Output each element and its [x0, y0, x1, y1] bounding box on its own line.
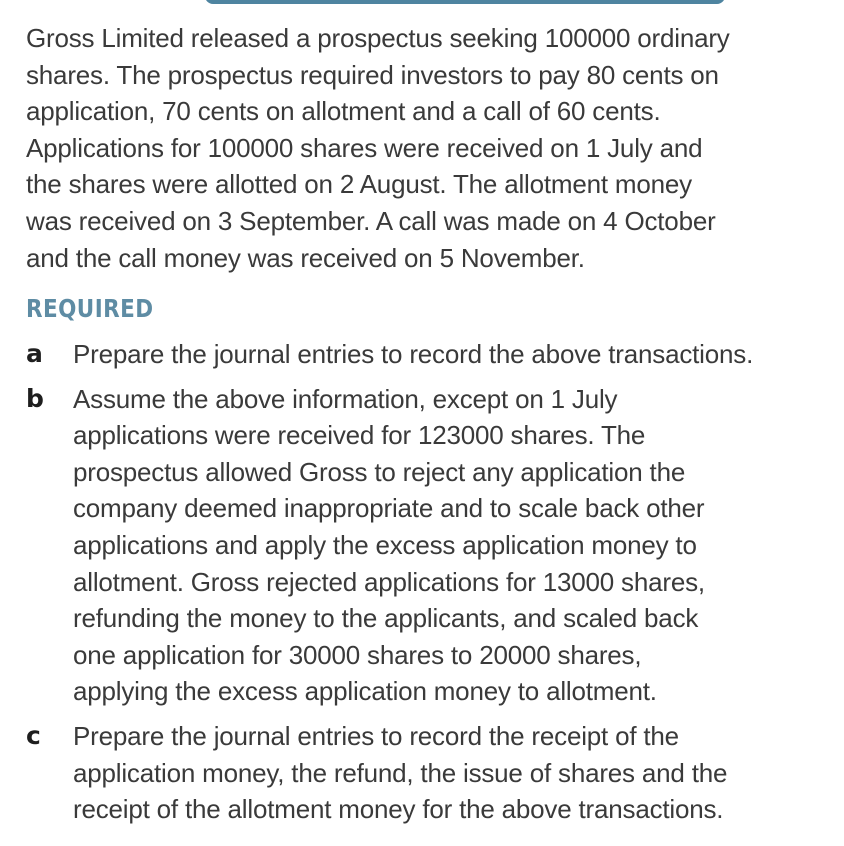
- required-item-a: [26, 336, 826, 373]
- item-line: applying the excess application money to allotment.: [73, 676, 657, 707]
- item-line: application money, the refund, the issue of shares and the: [73, 757, 728, 788]
- item-label: b: [26, 383, 44, 413]
- problem-statement: [26, 20, 826, 276]
- item-text: [73, 381, 826, 710]
- item-label: a: [26, 339, 43, 368]
- item-line: company deemed inappropriate and to scale back other: [73, 493, 705, 524]
- item-line: applications and apply the excess application money to: [73, 529, 697, 560]
- problem-line: was received on 3 September. A call was made on 4 October: [26, 205, 716, 236]
- required-heading: REQUIRED: [26, 294, 154, 323]
- problem-line: Applications for 100000 shares were received on 1 July and: [26, 132, 703, 163]
- item-line: receipt of the allotment money for the above transactions.: [73, 794, 724, 825]
- item-line: applications were received for 123000 shares. The: [73, 420, 646, 451]
- item-line: Prepare the journal entries to record the above transactions.: [73, 339, 754, 369]
- item-line: prospectus allowed Gross to reject any application the: [73, 456, 686, 487]
- item-text: [73, 336, 826, 373]
- required-item-b: [26, 381, 826, 710]
- problem-line: Gross Limited released a prospectus seeking 100000 ordinary: [26, 23, 730, 53]
- required-item-c: [26, 718, 826, 828]
- required-list: [26, 336, 826, 836]
- problem-line: and the call money was received on 5 November.: [26, 242, 585, 273]
- cut-off-header: [0, 0, 844, 8]
- problem-line: application, 70 cents on allotment and a call of 60 cents.: [26, 96, 661, 127]
- item-line: one application for 30000 shares to 20000 shares,: [73, 639, 642, 670]
- item-line: Prepare the journal entries to record the receipt of the: [73, 720, 679, 751]
- item-label: c: [26, 720, 41, 750]
- problem-line: the shares were allotted on 2 August. The allotment money: [26, 169, 692, 200]
- item-line: allotment. Gross rejected applications for 13000 shares,: [73, 566, 705, 597]
- cut-off-heading-bar: [205, 0, 725, 4]
- item-line: Assume the above information, except on 1 July: [73, 383, 618, 414]
- problem-line: shares. The prospectus required investors to pay 80 cents on: [26, 59, 719, 90]
- item-text: [73, 718, 826, 828]
- item-line: refunding the money to the applicants, and scaled back: [73, 603, 699, 634]
